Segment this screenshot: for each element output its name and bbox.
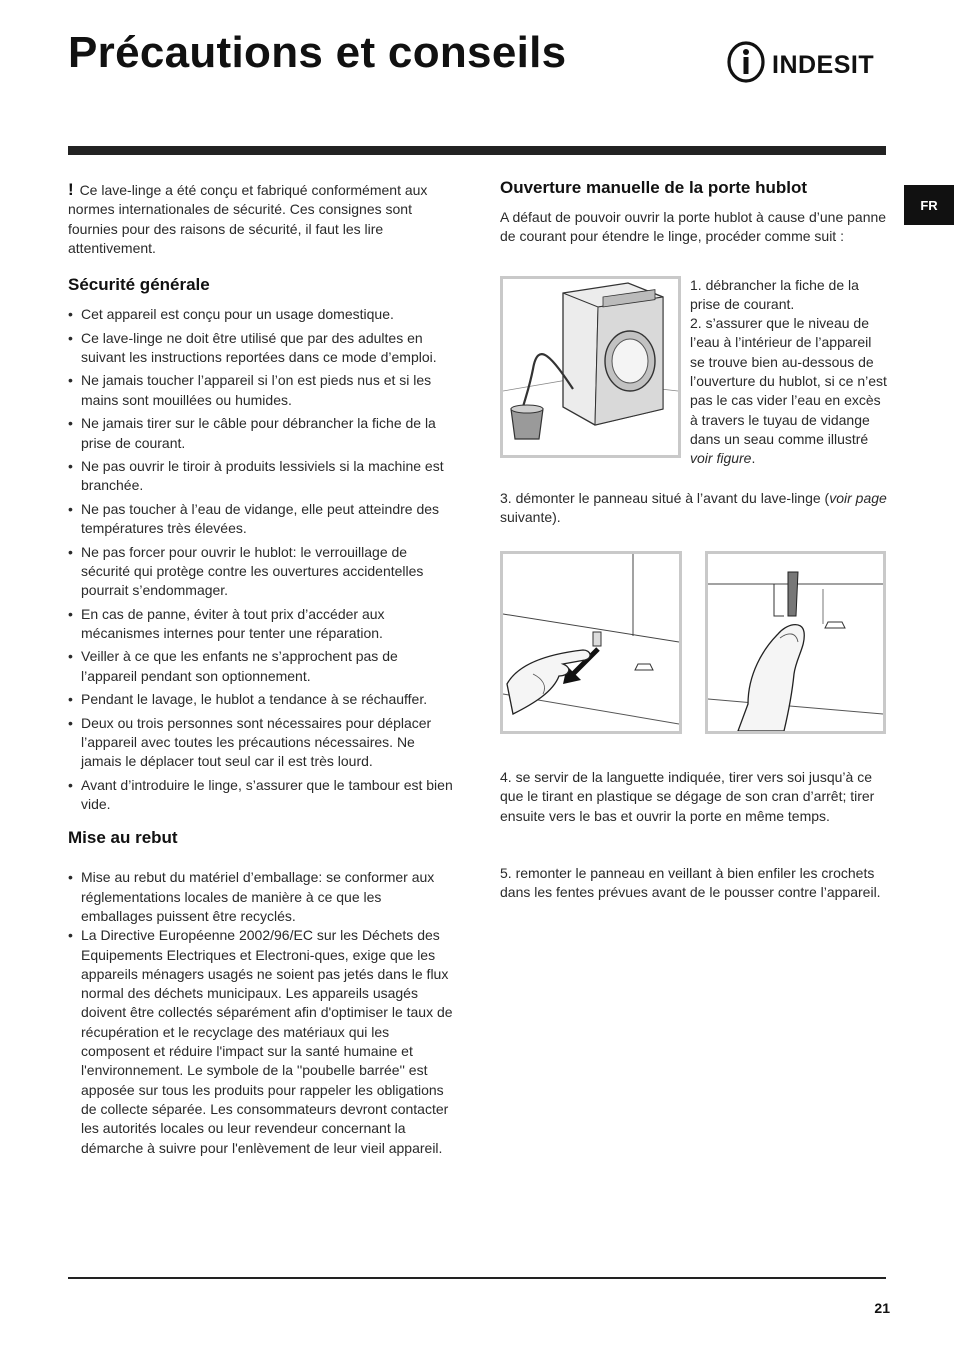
step-1: 1. débrancher la fiche de la prise de courant. [690, 276, 859, 312]
step-4: 4. se servir de la languette indiquée, tirer vers soi jusqu’à ce que le tirant en plastique se dégage de son cran d’arrêt; tirer ensuite vers le bas et ouvrir la porte en même temps. [500, 769, 875, 824]
securite-list [68, 305, 454, 814]
list-item: • Ne jamais tirer sur le câble pour débrancher la fiche de la prise de courant. [68, 414, 454, 453]
ouverture-intro: A défaut de pouvoir ouvrir la porte hublot à cause d’une panne de courant pour étendre le linge, procéder comme suit : [500, 209, 887, 245]
list-item: • Ce lave-linge ne doit être utilisé que par des adultes en suivant les instructions reportées dans ce mode d’emploi. [68, 329, 454, 368]
page-title: Précautions et conseils [68, 28, 567, 77]
panel-removal-figure [500, 551, 682, 734]
footer-rule [68, 1277, 886, 1279]
step-3: 3. démonter le panneau situé à l’avant du lave-linge (voir page suivante). [500, 489, 887, 525]
intro-text: Ce lave-linge a été conçu et fabriqué conformément aux normes internationales de sécurité. Ces consignes sont fournies pour des raisons de sécurité, il faut les lire attentivement. [68, 182, 428, 256]
indesit-logo [726, 40, 888, 84]
list-item: • La Directive Européenne 2002/96/EC sur les Déchets des Equipements Electriques et Electroni-ques, exige que les appareils ménagers usagés ne soient pas jetés dans le flux normal des déchets municipaux. Les appareils usagés doivent être collectés séparément afin d'optimiser le taux de récupération et le recyclage des matériaux qui les composent et réduire l'impact sur la santé humaine et l'environnement. Le symbole de la ''poubelle barrée'' est apposée sur tous les produits pour rappeler les obligations de collecte séparée. Les consommateurs devront contacter les autorités locales ou leur revendeur concernant la démarche à suivre pour l'enlèvement de leur vieil appareil. [68, 926, 454, 1158]
section-title-ouverture: Ouverture manuelle de la porte hublot [500, 178, 807, 197]
left-column [68, 180, 454, 1158]
language-tab: FR [904, 185, 954, 225]
steps-1-2 [690, 276, 888, 469]
list-item: • Ne pas forcer pour ouvrir le hublot: le verrouillage de sécurité qui protège contre les ouvertures accidentelles pourrait s’endommager. [68, 543, 454, 601]
right-column [500, 178, 888, 903]
list-item: • En cas de panne, éviter à tout prix d’accéder aux mécanismes internes pour tenter une réparation. [68, 605, 454, 644]
list-item: • Veiller à ce que les enfants ne s’approchent pas de l’appareil pendant son optionnement. [68, 647, 454, 686]
list-item: • Ne pas toucher à l’eau de vidange, elle peut atteindre des températures très élevées. [68, 500, 454, 539]
washing-machine-drain-figure [500, 276, 681, 458]
section-title-securite: Sécurité générale [68, 275, 210, 295]
step-5: 5. remonter le panneau en veillant à bien enfiler les crochets dans les fentes prévues avant de le pousser contre l’appareil. [500, 865, 881, 901]
intro-paragraph [68, 180, 454, 258]
svg-text:INDESIT: INDESIT [772, 51, 875, 79]
list-item: • Ne pas ouvrir le tiroir à produits lessiviels si la machine est branchée. [68, 457, 454, 496]
list-item: • Mise au rebut du matériel d’emballage: se conformer aux réglementations locales de manière à ce que les emballages puissent être recyclés. [68, 868, 454, 926]
warning-icon: ! [68, 180, 74, 199]
step-2: 2. s’assurer que le niveau de l’eau à l’intérieur de l’appareil se trouve bien au-dessous de l’ouverture du hublot, si ce n’est pas le cas vider l’eau en excès à travers le tuyau de vidange dans un seau comme illustré voir figure. [690, 315, 887, 467]
figure-row-1 [500, 276, 888, 467]
list-item: • Ne jamais toucher l’appareil si l’on est pieds nus et si les mains sont mouillées ou humides. [68, 371, 454, 410]
list-item: • Cet appareil est conçu pour un usage domestique. [68, 305, 454, 324]
page-number: 21 [874, 1300, 890, 1316]
section-title-rebut: Mise au rebut [68, 828, 178, 848]
list-item: • Deux ou trois personnes sont nécessaires pour déplacer l’appareil avec toutes les précautions nécessaires. Ne jamais le déplacer tout seul car il est très lourd. [68, 714, 454, 772]
header-rule [68, 146, 886, 155]
tab-pull-figure [705, 551, 886, 734]
list-item: • Avant d’introduire le linge, s’assurer que le tambour est bien vide. [68, 776, 454, 815]
list-item: • Pendant le lavage, le hublot a tendance à se réchauffer. [68, 690, 454, 709]
rebut-list [68, 868, 454, 1157]
figure-row-2 [500, 551, 888, 735]
